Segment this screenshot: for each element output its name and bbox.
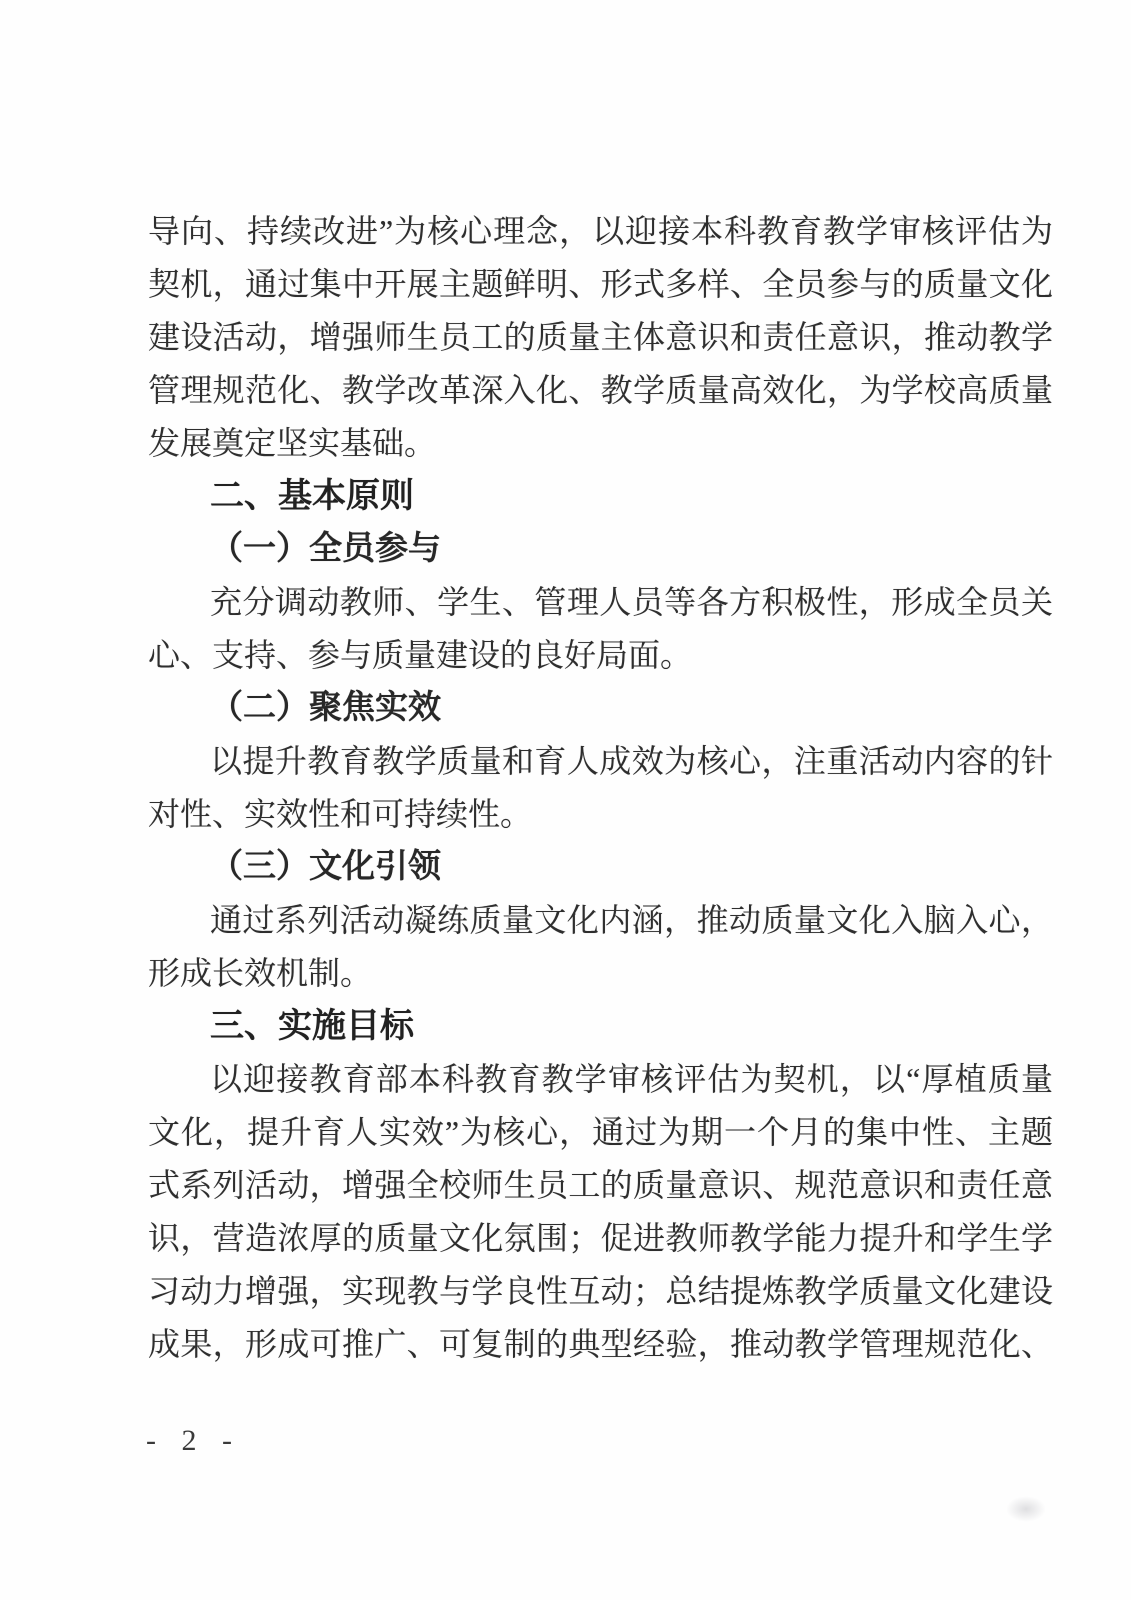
text-line: 成果，形成可推广、可复制的典型经验，推动教学管理规范化、 xyxy=(148,1326,1053,1362)
text-line: 管理规范化、教学改革深入化、教学质量高效化，为学校高质量 xyxy=(148,372,1053,408)
text-line: 对性、实效性和可持续性。 xyxy=(148,796,533,832)
text-line: 建设活动，增强师生员工的质量主体意识和责任意识，推动教学 xyxy=(148,319,1053,355)
page-number: - 2 - xyxy=(146,1424,241,1457)
section-heading: 三、实施目标 xyxy=(210,1007,414,1045)
text-line: 充分调动教师、学生、管理人员等各方积极性，形成全员关 xyxy=(210,584,1053,620)
text-line: 文化，提升育人实效”为核心，通过为期一个月的集中性、主题 xyxy=(148,1114,1053,1150)
text-line: 形成长效机制。 xyxy=(148,955,373,991)
text-line: 以提升教育教学质量和育人成效为核心，注重活动内容的针 xyxy=(210,743,1053,779)
sub-section-heading: （一）全员参与 xyxy=(210,531,441,567)
text-line: 契机，通过集中开展主题鲜明、形式多样、全员参与的质量文化 xyxy=(148,266,1053,302)
document-body xyxy=(148,205,1053,1371)
text-line: 识，营造浓厚的质量文化氛围；促进教师教学能力提升和学生学 xyxy=(148,1220,1053,1256)
section-heading: 二、基本原则 xyxy=(210,477,414,515)
text-line: 以迎接教育部本科教育教学审核评估为契机，以“厚植质量 xyxy=(210,1061,1053,1097)
text-line: 习动力增强，实现教与学良性互动；总结提炼教学质量文化建设 xyxy=(148,1273,1053,1309)
text-line: 导向、持续改进”为核心理念，以迎接本科教育教学审核评估为 xyxy=(148,213,1053,249)
sub-section-heading: （二）聚焦实效 xyxy=(210,690,441,726)
text-line: 发展奠定坚实基础。 xyxy=(148,425,437,461)
text-line: 心、支持、参与质量建设的良好局面。 xyxy=(148,637,693,673)
scan-artifact xyxy=(1006,1496,1046,1522)
text-line: 式系列活动，增强全校师生员工的质量意识、规范意识和责任意 xyxy=(148,1167,1053,1203)
sub-section-heading: （三）文化引领 xyxy=(210,849,441,885)
text-line: 通过系列活动凝练质量文化内涵，推动质量文化入脑入心， xyxy=(210,902,1053,938)
